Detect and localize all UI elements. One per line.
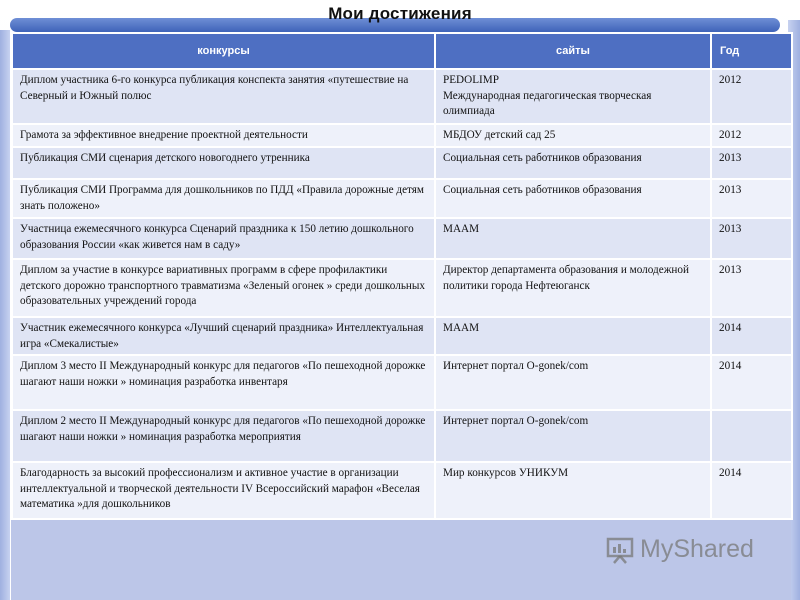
watermark-text: MyShared (640, 535, 754, 563)
cell-contest: Диплом 3 место II Международный конкурс для педагогов «По пешеходной дорожке шагают наши ножки » номинация разработка инвентаря (12, 355, 435, 410)
presentation-icon (606, 536, 634, 564)
achievements-table (11, 32, 793, 520)
table-row (12, 410, 792, 462)
cell-year: 2012 (711, 69, 792, 124)
header-year: Год (711, 33, 792, 69)
cell-year: 2014 (711, 355, 792, 410)
table-row (12, 179, 792, 218)
cell-year: 2013 (711, 147, 792, 179)
cell-contest: Диплом участника 6-го конкурса публикация конспекта занятия «путешествие на Северный и Южный полюс (12, 69, 435, 124)
cell-contest: Грамота за эффективное внедрение проектной деятельности (12, 124, 435, 147)
left-decor-bar (0, 30, 10, 600)
cell-year: 2014 (711, 317, 792, 355)
cell-site: МААМ (435, 218, 711, 259)
cell-site: Интернет портал O-gonek/com (435, 410, 711, 462)
cell-site: МБДОУ детский сад 25 (435, 124, 711, 147)
cell-site: Мир конкурсов УНИКУМ (435, 462, 711, 519)
table-row (12, 355, 792, 410)
cell-site: PEDOLIMP Международная педагогическая творческая олимпиада (435, 69, 711, 124)
cell-site: МААМ (435, 317, 711, 355)
cell-site: Интернет портал O-gonek/com (435, 355, 711, 410)
watermark (606, 535, 754, 564)
table-row (12, 124, 792, 147)
cell-contest: Участница ежемесячного конкурса Сценарий праздника к 150 летию дошкольного образования России «как живется нам в саду» (12, 218, 435, 259)
achievements-table-container (10, 32, 791, 600)
header-sites: сайты (435, 33, 711, 69)
table-row (12, 462, 792, 519)
cell-site: Социальная сеть работников образования (435, 147, 711, 179)
cell-contest: Благодарность за высокий профессионализм и активное участие в организации интеллектуальной и творческой деятельности IV Всероссийский марафон «Веселая математика »для дошкольников (12, 462, 435, 519)
table-row (12, 69, 792, 124)
table-row (12, 147, 792, 179)
cell-contest: Диплом 2 место II Международный конкурс для педагогов «По пешеходной дорожке шагают наши ножки » номинация разработка мероприятия (12, 410, 435, 462)
cell-year: 2012 (711, 124, 792, 147)
cell-contest: Публикация СМИ Программа для дошкольников по ПДД «Правила дорожные детям знать положено» (12, 179, 435, 218)
table-row (12, 259, 792, 317)
header-contests: конкурсы (12, 33, 435, 69)
table-row (12, 317, 792, 355)
cell-year: 2013 (711, 218, 792, 259)
cell-year (711, 410, 792, 462)
table-header-row (12, 33, 792, 69)
cell-site: Социальная сеть работников образования (435, 179, 711, 218)
cell-contest: Диплом за участие в конкурсе вариативных программ в сфере профилактики детского дорожно транспортного травматизма «Зеленый огонек » среди дошкольных образовательных учреждений города (12, 259, 435, 317)
page-title: Мои достижения (328, 4, 472, 23)
cell-year: 2014 (711, 462, 792, 519)
cell-contest: Публикация СМИ сценария детского новогоднего утренника (12, 147, 435, 179)
cell-year: 2013 (711, 259, 792, 317)
table-row (12, 218, 792, 259)
cell-year: 2013 (711, 179, 792, 218)
cell-contest: Участник ежемесячного конкурса «Лучший сценарий праздника» Интеллектуальная игра «Смекалистые» (12, 317, 435, 355)
cell-site: Директор департамента образования и молодежной политики города Нефтеюганск (435, 259, 711, 317)
